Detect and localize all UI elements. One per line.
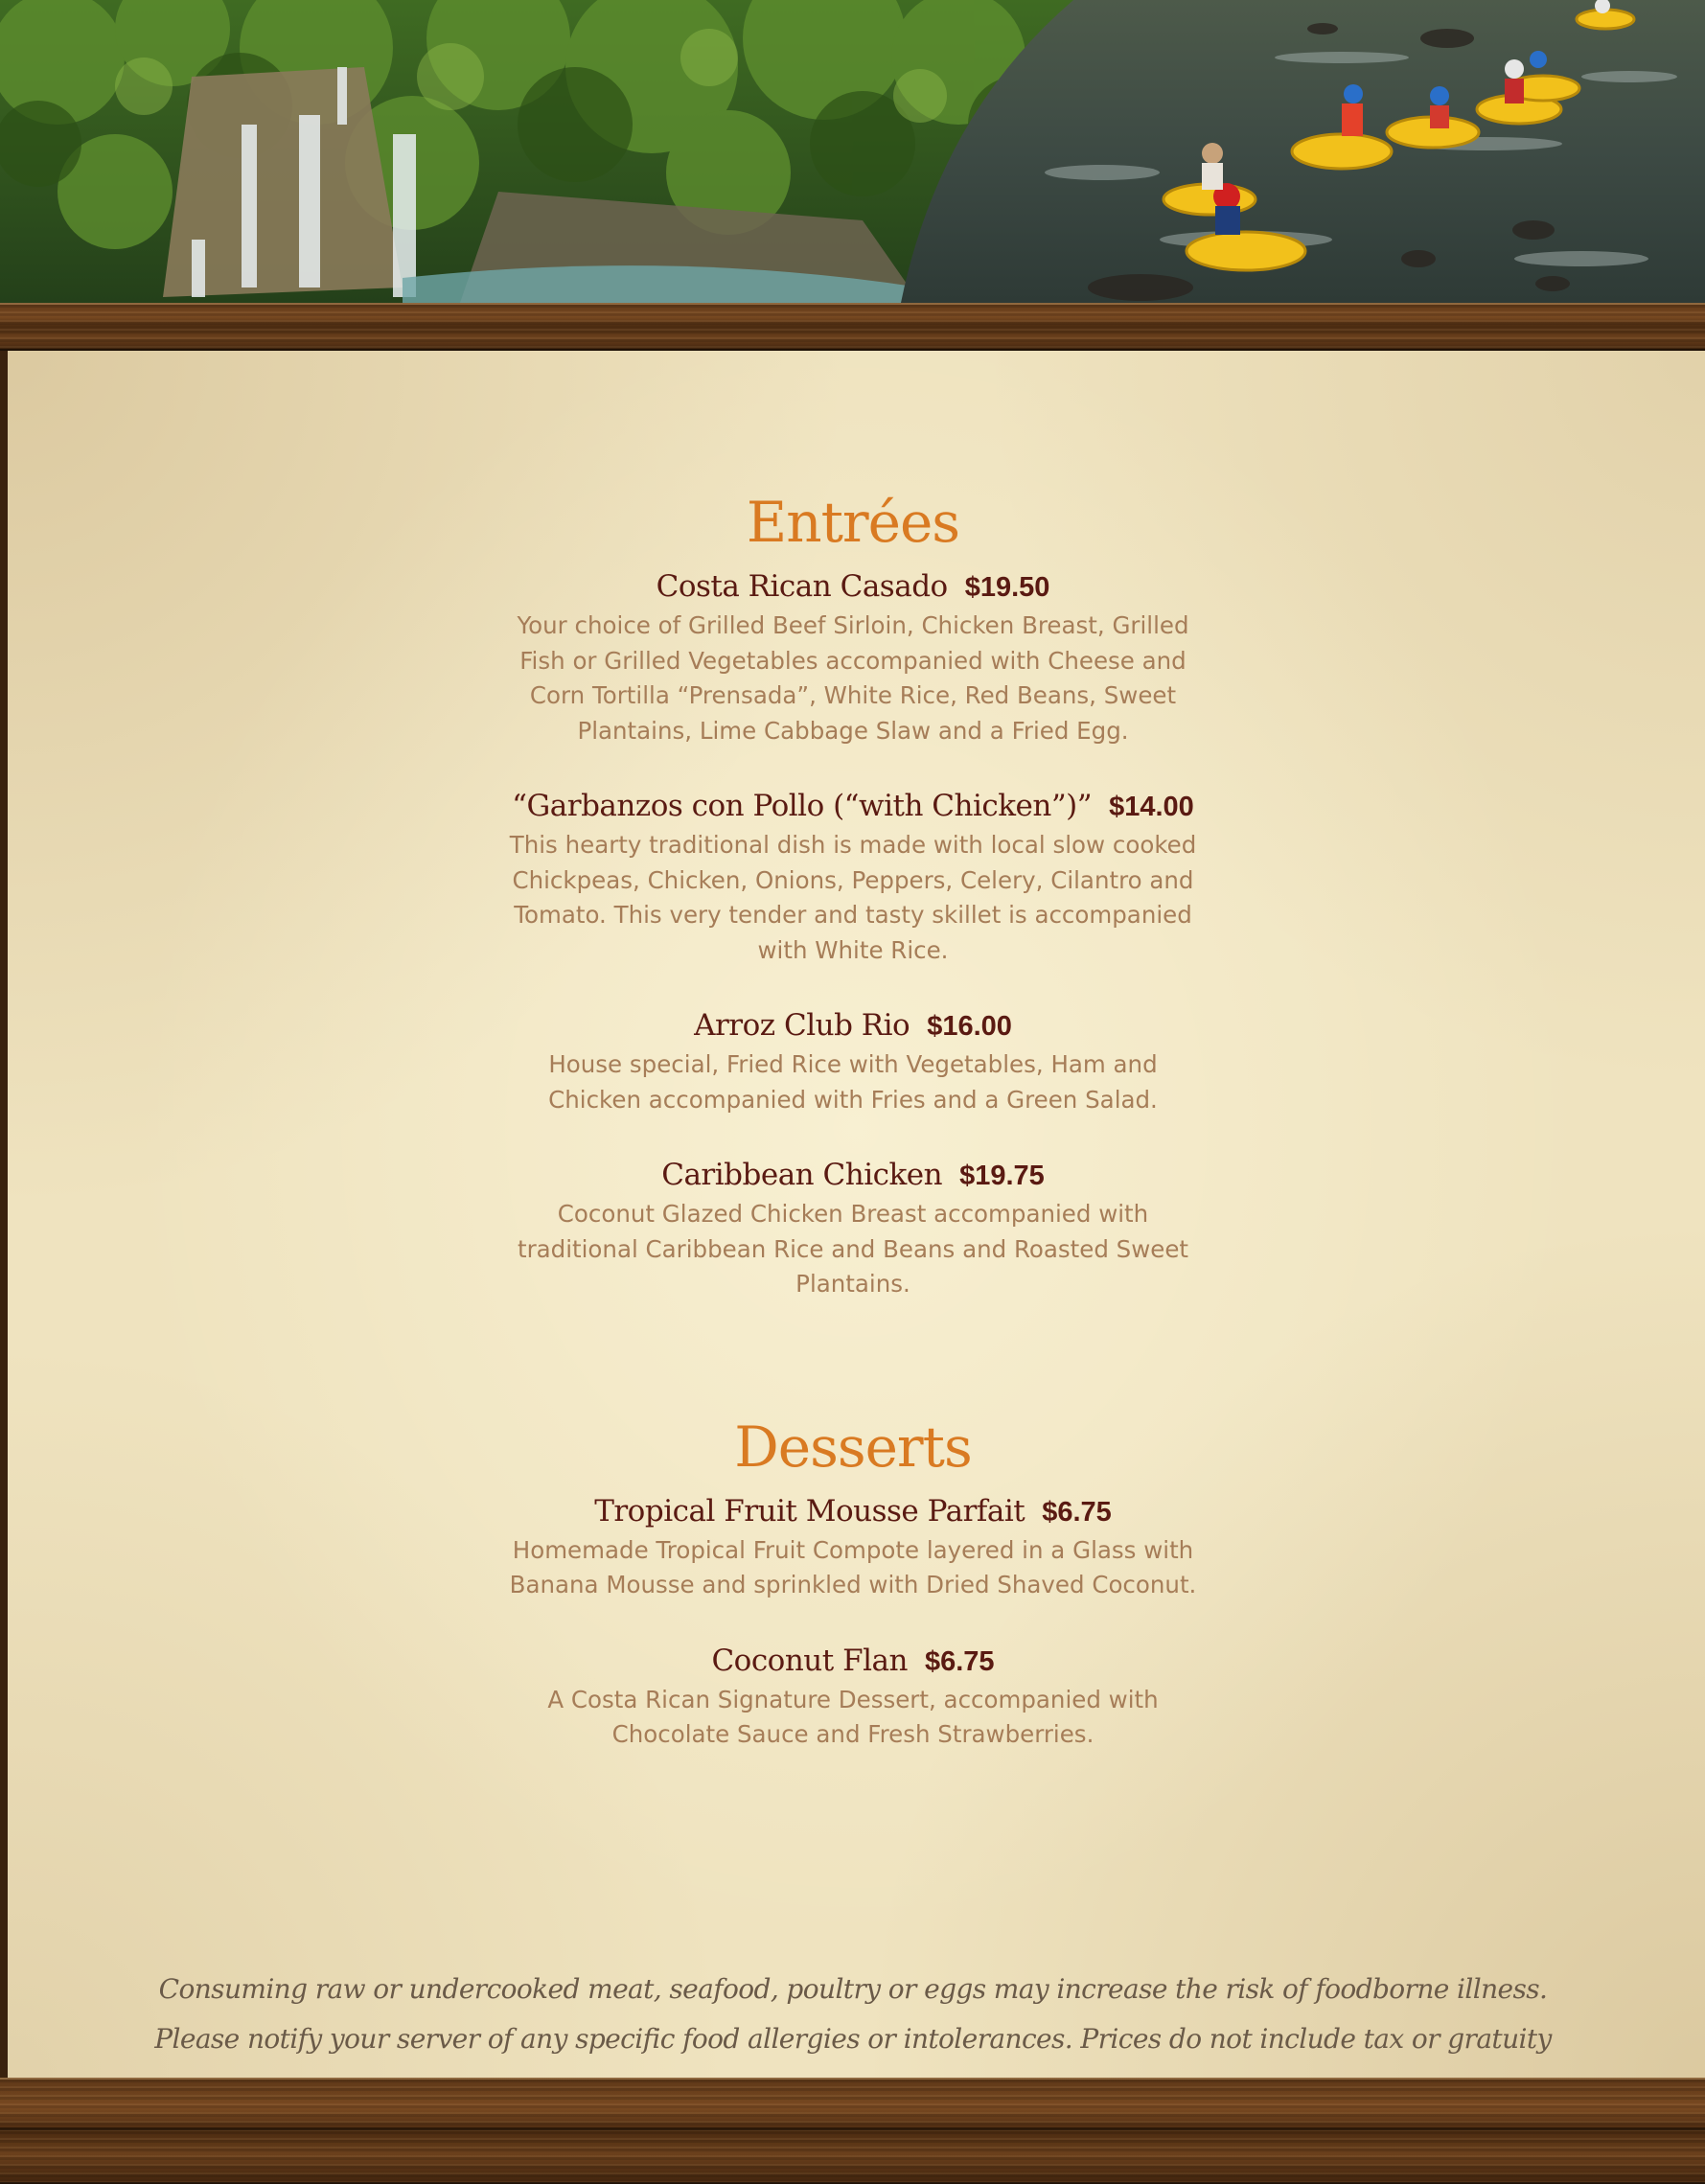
menu-item-header	[422, 1642, 1284, 1681]
menu-item-header	[422, 1492, 1284, 1531]
menu-item	[422, 1642, 1284, 1753]
menu-item	[422, 1492, 1284, 1603]
entrees-section	[422, 490, 1284, 1302]
wood-plank-top	[0, 303, 1705, 351]
desserts-section	[422, 1414, 1284, 1753]
menu-item-price: $6.75	[924, 1645, 995, 1677]
menu-item-description: This hearty traditional dish is made with local slow cooked Chickpeas, Chicken, Onions, Peppers, Celery, Cilantro and Tomato. This very tender and tasty skillet is accompanied with White Rice.	[509, 831, 1197, 964]
menu-item-price: $16.00	[927, 1011, 1012, 1042]
menu-item-price: $14.00	[1109, 792, 1194, 822]
disclaimer-line-2: Please notify your server of any specific food allergies or intolerances. Prices do not include tax or gratuity	[154, 2023, 1552, 2055]
menu-item-header	[422, 787, 1284, 826]
menu-item-header	[422, 1156, 1284, 1195]
menu-item-description: A Costa Rican Signature Dessert, accompanied with Chocolate Sauce and Fresh Strawberries.	[547, 1685, 1159, 1748]
menu-item-description: Homemade Tropical Fruit Compote layered in a Glass with Banana Mousse and sprinkled with Dried Shaved Coconut.	[509, 1535, 1197, 1598]
menu-item	[422, 1006, 1284, 1117]
menu-item-name: Costa Rican Casado	[656, 569, 948, 604]
menu-item	[422, 567, 1284, 748]
disclaimer-line-1: Consuming raw or undercooked meat, seafood, poultry or eggs may increase the risk of foodborne illness.	[158, 1973, 1548, 2005]
menu-item-description: Your choice of Grilled Beef Sirloin, Chicken Breast, Grilled Fish or Grilled Vegetables accompanied with Cheese and Corn Tortilla “Prensada”, White Rice, Red Beans, Sweet Plantains, Lime Cabbage Slaw and a Fried Egg.	[517, 611, 1189, 745]
section-title-desserts: Desserts	[734, 1414, 972, 1480]
menu-item-header	[422, 1006, 1284, 1046]
menu-item	[422, 787, 1284, 968]
menu-item-price: $19.75	[959, 1161, 1045, 1191]
menu-item-description: House special, Fried Rice with Vegetables, Ham and Chicken accompanied with Fries and a Green Salad.	[548, 1050, 1158, 1114]
menu-content	[422, 479, 1284, 1753]
menu-item-name: Coconut Flan	[711, 1643, 908, 1678]
menu-item-price: $19.50	[964, 572, 1050, 603]
menu-item	[422, 1156, 1284, 1302]
menu-item-name: Arroz Club Rio	[694, 1008, 910, 1043]
section-title-entrees: Entrées	[746, 490, 960, 555]
menu-item-description: Coconut Glazed Chicken Breast accompanied with traditional Caribbean Rice and Beans and Roasted Sweet Plantains.	[517, 1200, 1189, 1298]
wood-plank-bottom	[0, 2078, 1705, 2184]
menu-item-name: “Garbanzos con Pollo (“with Chicken”)”	[512, 789, 1093, 823]
parchment-edge	[0, 351, 8, 2078]
menu-item-header	[422, 567, 1284, 607]
menu-item-price: $6.75	[1042, 1496, 1112, 1528]
menu-item-name: Caribbean Chicken	[661, 1158, 943, 1192]
menu-item-name: Tropical Fruit Mousse Parfait	[594, 1493, 1025, 1529]
header-photo	[0, 0, 1705, 303]
allergy-disclaimer	[134, 1965, 1572, 2064]
